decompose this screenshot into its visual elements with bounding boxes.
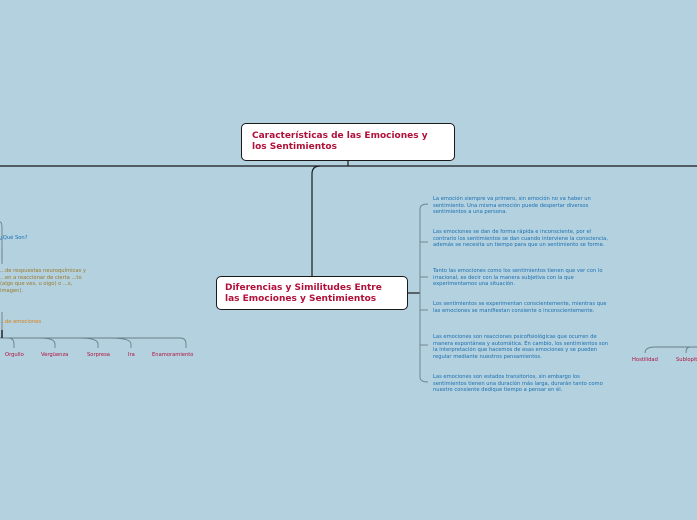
main-topic[interactable]: [216, 276, 408, 310]
emotion-orgullo[interactable]: Orgullo: [5, 352, 24, 358]
right-item[interactable]: Los sentimientos se experimentan conscientemente, mientras que las emociones se manifiestan consiente o inconscientemente.: [433, 301, 607, 314]
root-title: Características de las Emociones y los Sentimientos: [252, 131, 428, 152]
root-topic[interactable]: [241, 123, 455, 161]
right-item[interactable]: Las emociones son estados transitorios, sin embargo los sentimientos tienen una duración más larga, durarán tanto como nuestro consiente dedique tiempo a pensar en él.: [433, 374, 603, 394]
emotion-sorpresa[interactable]: Sorpresa: [87, 352, 110, 358]
emotion-ira[interactable]: Ira: [128, 352, 135, 358]
question-topic[interactable]: ¿Qué Son?: [0, 235, 28, 241]
right-item[interactable]: Las emociones se dan de forma rápida e inconsciente, por el contrario los sentimientos se dan cuando interviene la consciencia, además se necesita un tiempo para que un sentimiento se forme.: [433, 229, 608, 249]
right-item[interactable]: Tanto las emociones como los sentimientos tienen que ver con lo irracional, es decir con la manera subjetiva con la que experimentamos una situación.: [433, 268, 603, 288]
far-right-hostilidad[interactable]: Hostilidad: [632, 357, 658, 363]
right-item[interactable]: Las emociones son reacciones psicofisiológicas que ocurren de manera espontánea y automática. En cambio, los sentimientos son la interpretación que hacemos de esas emociones y se pueden regular mediante nuestros pensamientos.: [433, 334, 609, 360]
main-title: Diferencias y Similitudes Entre las Emociones y Sentimientos: [225, 283, 382, 304]
far-right-item[interactable]: Sublopit: [676, 357, 697, 363]
emotion-enamoramiento[interactable]: Enamoramiento: [152, 352, 194, 358]
definition-text[interactable]: ...de respuestas neuroquímicas y ...en a reaccionar de cierta ...to (algo que ves, u oigo) o ...s, imagen).: [0, 268, 86, 294]
types-label[interactable]: ...de emociones: [0, 319, 42, 325]
right-item[interactable]: La emoción siempre va primero, sin emoción no va haber un sentimiento. Una misma emoción puede despertar diversos sentimientos a una persona.: [433, 196, 591, 216]
emotion-verguenza[interactable]: Vergüenza: [41, 352, 69, 358]
